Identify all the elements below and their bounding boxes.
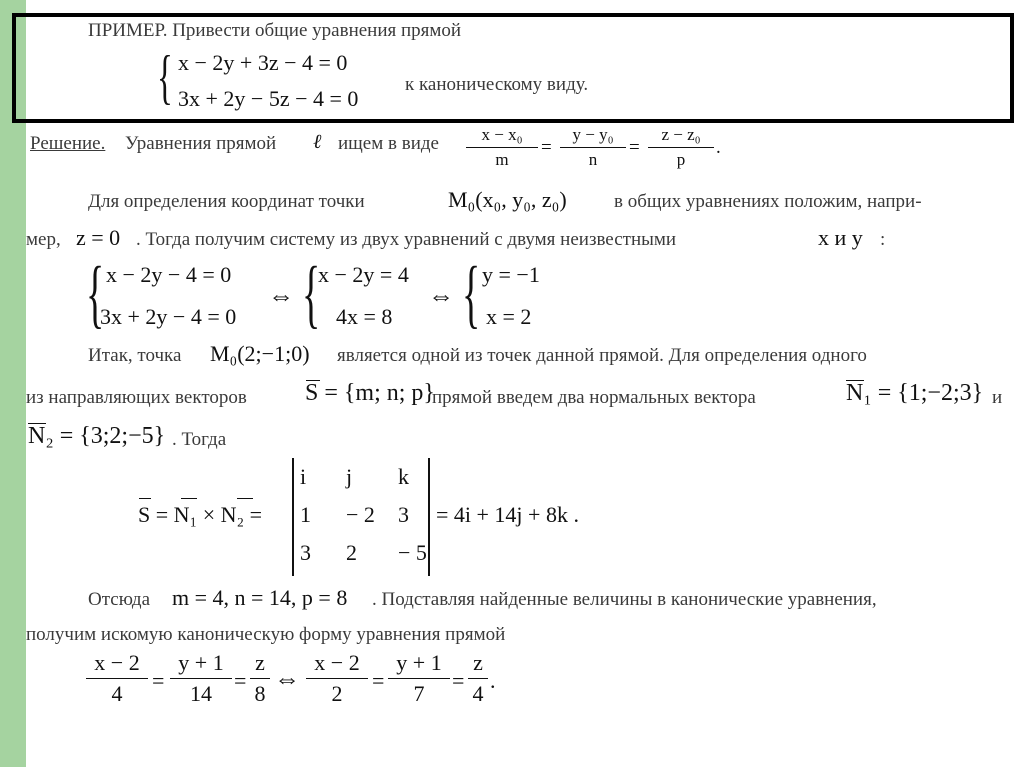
period-1: . bbox=[716, 137, 721, 158]
final-frac-2: y + 1 14 bbox=[170, 650, 232, 707]
brace-c: { bbox=[462, 252, 481, 336]
det-cell: − 5 bbox=[398, 540, 427, 565]
point-m0: M₀(x₀, y₀, z₀) bbox=[448, 187, 567, 212]
p2-text-d: прямой введем два нормальных вектора bbox=[432, 387, 756, 408]
p3-text-c: получим искомую каноническую форму уравнения прямой bbox=[26, 624, 506, 645]
p3-text-a: Отсюда bbox=[88, 589, 151, 610]
final-frac-1: x − 2 4 bbox=[86, 650, 148, 707]
canonical-suffix: к каноническому виду. bbox=[405, 74, 589, 95]
final-frac-6: z 4 bbox=[468, 650, 488, 707]
p2-text-c: из направляющих векторов bbox=[26, 387, 247, 408]
cross-product-lhs: S = N₁ × N₂ = bbox=[138, 502, 263, 527]
line-symbol: ℓ bbox=[313, 131, 322, 153]
det-cell: j bbox=[346, 464, 353, 489]
p1-text-d: . Тогда получим систему из двух уравнений с двумя неизвестными bbox=[136, 229, 677, 250]
final-eq-4: = bbox=[452, 668, 465, 693]
brace-a: { bbox=[86, 252, 105, 336]
brace-b: { bbox=[302, 252, 321, 336]
equiv-2: ⇔ bbox=[428, 281, 454, 310]
p1-text-a: Для определения координат точки bbox=[88, 191, 365, 212]
n1-bar-2 bbox=[181, 498, 197, 499]
equiv-1: ⇔ bbox=[268, 281, 294, 310]
det-cell: k bbox=[398, 464, 409, 489]
p1-text-b: в общих уравнениях положим, напри- bbox=[614, 191, 922, 212]
final-eq-1: = bbox=[152, 668, 165, 693]
example-title: ПРИМЕР. Привести общие уравнения прямой bbox=[88, 20, 462, 41]
det-cell: i bbox=[300, 464, 307, 489]
p2-text-b: является одной из точек данной прямой. Для определения одного bbox=[337, 345, 867, 366]
final-eq-2: = bbox=[234, 668, 247, 693]
s-vector: S = {m; n; p} bbox=[305, 380, 435, 406]
colon: : bbox=[880, 229, 886, 250]
det-cell: − 2 bbox=[346, 502, 375, 527]
det-right-bar bbox=[428, 458, 430, 576]
final-equiv: ⇔ bbox=[274, 664, 300, 693]
n2-vector: N₂ = {3;2;−5} bbox=[28, 423, 166, 449]
sys-a-1: x − 2y − 4 = 0 bbox=[106, 262, 232, 287]
n1-vector: N₁ = {1;−2;3} bbox=[846, 380, 984, 406]
det-cell: 1 bbox=[300, 502, 311, 527]
equation-2: 3x + 2y − 5z − 4 = 0 bbox=[178, 86, 359, 111]
p1-text-c: мер, bbox=[26, 229, 61, 250]
det-cell: 3 bbox=[300, 540, 311, 565]
n2-bar-2 bbox=[237, 498, 253, 499]
fraction-x: x − x₀ m bbox=[466, 125, 538, 170]
solution-intro-2: ищем в виде bbox=[338, 133, 439, 154]
solution-label: Решение. bbox=[30, 133, 106, 154]
cross-product-rhs: = 4i + 14j + 8k . bbox=[436, 502, 579, 527]
and-word: и bbox=[992, 387, 1003, 408]
det-left-bar bbox=[292, 458, 294, 576]
equals-2: = bbox=[629, 137, 640, 158]
final-eq-3: = bbox=[372, 668, 385, 693]
equation-1: x − 2y + 3z − 4 = 0 bbox=[178, 50, 348, 75]
fraction-y: y − y₀ n bbox=[560, 125, 626, 170]
fraction-z: z − z₀ p bbox=[648, 125, 714, 170]
system-brace: { bbox=[157, 44, 173, 110]
final-period: . bbox=[490, 668, 496, 693]
equals-1: = bbox=[541, 137, 552, 158]
p3-text-b: . Подставляя найденные величины в канонические уравнения, bbox=[372, 589, 877, 610]
sys-a-2: 3x + 2y − 4 = 0 bbox=[100, 304, 237, 329]
direction-values: m = 4, n = 14, p = 8 bbox=[172, 585, 348, 610]
det-cell: 2 bbox=[346, 540, 357, 565]
final-frac-5: y + 1 7 bbox=[388, 650, 450, 707]
final-frac-4: x − 2 2 bbox=[306, 650, 368, 707]
xy-vars: x и y bbox=[818, 225, 863, 250]
point-m0-value: M₀(2;−1;0) bbox=[210, 341, 310, 366]
sys-c-1: y = −1 bbox=[482, 262, 540, 287]
det-cell: 3 bbox=[398, 502, 409, 527]
z-equals-zero: z = 0 bbox=[76, 225, 121, 250]
sys-c-2: x = 2 bbox=[486, 304, 532, 329]
solution-intro: Уравнения прямой bbox=[125, 133, 277, 154]
final-frac-3: z 8 bbox=[250, 650, 270, 707]
p2-text-e: . Тогда bbox=[172, 429, 227, 450]
p2-text-a: Итак, точка bbox=[88, 345, 182, 366]
s-bar-2 bbox=[139, 498, 151, 499]
sys-b-1: x − 2y = 4 bbox=[318, 262, 409, 287]
sys-b-2: 4x = 8 bbox=[336, 304, 393, 329]
